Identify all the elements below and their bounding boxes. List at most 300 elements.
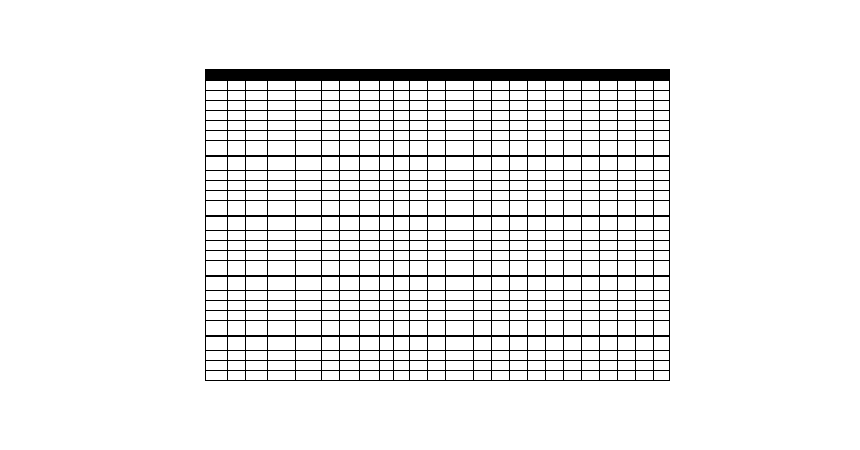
table-cell xyxy=(340,91,360,101)
table-cell xyxy=(340,191,360,201)
table-cell xyxy=(268,121,296,131)
table-cell xyxy=(228,301,246,311)
table-cell xyxy=(546,216,564,231)
table-cell xyxy=(474,101,492,111)
table-cell xyxy=(528,101,546,111)
table-cell xyxy=(340,231,360,241)
table-cell xyxy=(446,191,474,201)
table-cell xyxy=(546,371,564,381)
table-cell xyxy=(618,361,636,371)
table-cell xyxy=(474,81,492,91)
table-cell xyxy=(654,121,670,131)
table-cell xyxy=(228,171,246,181)
table-cell xyxy=(564,351,582,361)
table-cell xyxy=(654,171,670,181)
table-cell xyxy=(380,156,394,171)
table-cell xyxy=(528,81,546,91)
table-cell xyxy=(564,321,582,336)
table-cell xyxy=(394,121,410,131)
table-cell xyxy=(380,311,394,321)
table-cell xyxy=(428,231,446,241)
table-cell xyxy=(428,81,446,91)
table-cell xyxy=(322,156,340,171)
table-cell xyxy=(600,101,618,111)
table-cell xyxy=(510,371,528,381)
table-cell xyxy=(510,231,528,241)
table-cell xyxy=(564,231,582,241)
table-cell xyxy=(394,321,410,336)
table-cell xyxy=(428,371,446,381)
table-cell xyxy=(546,156,564,171)
table-cell xyxy=(394,251,410,261)
table-cell xyxy=(564,131,582,141)
table-cell xyxy=(228,371,246,381)
table-cell xyxy=(360,181,380,191)
table-cell xyxy=(206,81,228,91)
table-cell xyxy=(228,131,246,141)
table-cell xyxy=(268,81,296,91)
table-cell xyxy=(618,291,636,301)
column-header xyxy=(510,70,528,81)
table-cell xyxy=(380,261,394,276)
table-cell xyxy=(340,101,360,111)
table-cell xyxy=(636,201,654,216)
table-cell xyxy=(296,101,322,111)
column-header xyxy=(564,70,582,81)
table-cell xyxy=(474,371,492,381)
table-cell xyxy=(474,301,492,311)
table-cell xyxy=(322,181,340,191)
table-cell xyxy=(268,111,296,121)
table-cell xyxy=(340,336,360,351)
table-cell xyxy=(474,216,492,231)
table-cell xyxy=(268,101,296,111)
table-cell xyxy=(268,231,296,241)
table-cell xyxy=(228,261,246,276)
table-cell xyxy=(268,171,296,181)
table-row xyxy=(206,156,670,171)
table-row xyxy=(206,371,670,381)
table-cell xyxy=(380,121,394,131)
table-cell xyxy=(268,216,296,231)
table-cell xyxy=(492,121,510,131)
table-cell xyxy=(654,141,670,156)
table-cell xyxy=(322,91,340,101)
table-cell xyxy=(322,336,340,351)
table-cell xyxy=(546,231,564,241)
table-cell xyxy=(340,251,360,261)
table-cell xyxy=(654,311,670,321)
table-cell xyxy=(428,291,446,301)
table-cell xyxy=(322,301,340,311)
table-cell xyxy=(246,191,268,201)
table-cell xyxy=(206,181,228,191)
table-cell xyxy=(528,351,546,361)
table-cell xyxy=(428,171,446,181)
table-cell xyxy=(546,336,564,351)
table-cell xyxy=(582,111,600,121)
table-cell xyxy=(410,191,428,201)
table-cell xyxy=(268,351,296,361)
table-cell xyxy=(296,111,322,121)
table-cell xyxy=(246,276,268,291)
table-cell xyxy=(564,311,582,321)
table-cell xyxy=(546,181,564,191)
table-cell xyxy=(228,241,246,251)
table-cell xyxy=(618,251,636,261)
table-cell xyxy=(228,351,246,361)
table-cell xyxy=(600,351,618,361)
table-cell xyxy=(510,91,528,101)
table-cell xyxy=(296,351,322,361)
table-cell xyxy=(474,261,492,276)
table-cell xyxy=(528,251,546,261)
table-cell xyxy=(618,81,636,91)
table-cell xyxy=(564,111,582,121)
table-cell xyxy=(394,171,410,181)
table-cell xyxy=(206,276,228,291)
table-cell xyxy=(492,181,510,191)
table-cell xyxy=(492,241,510,251)
table-cell xyxy=(410,276,428,291)
table-cell xyxy=(474,121,492,131)
table-cell xyxy=(360,141,380,156)
table-cell xyxy=(510,351,528,361)
table-cell xyxy=(246,321,268,336)
table-cell xyxy=(340,121,360,131)
table-cell xyxy=(600,261,618,276)
column-header xyxy=(528,70,546,81)
table-cell xyxy=(206,261,228,276)
table-cell xyxy=(360,91,380,101)
table-cell xyxy=(654,291,670,301)
table-cell xyxy=(492,311,510,321)
table-cell xyxy=(322,291,340,301)
table-cell xyxy=(474,251,492,261)
table-cell xyxy=(410,291,428,301)
table-cell xyxy=(446,156,474,171)
table-cell xyxy=(380,191,394,201)
table-cell xyxy=(564,251,582,261)
table-cell xyxy=(228,181,246,191)
table-cell xyxy=(600,291,618,301)
table-cell xyxy=(654,371,670,381)
table-cell xyxy=(410,321,428,336)
table-cell xyxy=(206,291,228,301)
table-cell xyxy=(268,321,296,336)
table-cell xyxy=(296,231,322,241)
table-cell xyxy=(296,311,322,321)
table-cell xyxy=(380,141,394,156)
table-cell xyxy=(618,231,636,241)
table-cell xyxy=(340,171,360,181)
table-cell xyxy=(380,131,394,141)
table-cell xyxy=(654,91,670,101)
table-cell xyxy=(546,351,564,361)
column-header xyxy=(618,70,636,81)
table-cell xyxy=(296,91,322,101)
table-cell xyxy=(360,81,380,91)
table-cell xyxy=(564,181,582,191)
table-cell xyxy=(296,291,322,301)
table-cell xyxy=(528,171,546,181)
table-cell xyxy=(340,141,360,156)
table-cell xyxy=(582,371,600,381)
table-cell xyxy=(380,216,394,231)
table-cell xyxy=(446,81,474,91)
column-header xyxy=(600,70,618,81)
table-cell xyxy=(600,231,618,241)
table-cell xyxy=(654,276,670,291)
table-cell xyxy=(474,336,492,351)
table-cell xyxy=(360,101,380,111)
table-cell xyxy=(380,251,394,261)
table-cell xyxy=(380,81,394,91)
table-cell xyxy=(246,111,268,121)
table-cell xyxy=(510,301,528,311)
table-cell xyxy=(296,321,322,336)
table-cell xyxy=(492,261,510,276)
table-cell xyxy=(394,91,410,101)
table-cell xyxy=(394,361,410,371)
table-cell xyxy=(380,291,394,301)
table-cell xyxy=(296,276,322,291)
table-cell xyxy=(410,121,428,131)
table-cell xyxy=(510,156,528,171)
table-cell xyxy=(340,181,360,191)
table-row xyxy=(206,191,670,201)
table-cell xyxy=(410,156,428,171)
table-cell xyxy=(546,201,564,216)
table-cell xyxy=(582,91,600,101)
table-cell xyxy=(322,351,340,361)
table-cell xyxy=(228,81,246,91)
table-cell xyxy=(564,276,582,291)
table-cell xyxy=(564,156,582,171)
table-cell xyxy=(360,336,380,351)
table-cell xyxy=(322,216,340,231)
table-cell xyxy=(206,201,228,216)
table-cell xyxy=(510,141,528,156)
table-cell xyxy=(322,191,340,201)
table-cell xyxy=(394,241,410,251)
table-cell xyxy=(446,276,474,291)
table-cell xyxy=(636,231,654,241)
table-cell xyxy=(268,276,296,291)
table-cell xyxy=(228,321,246,336)
table-cell xyxy=(546,241,564,251)
table-cell xyxy=(528,361,546,371)
table-cell xyxy=(268,311,296,321)
table-cell xyxy=(582,191,600,201)
table-cell xyxy=(528,156,546,171)
table-cell xyxy=(360,311,380,321)
table-cell xyxy=(428,351,446,361)
table-cell xyxy=(246,91,268,101)
table-cell xyxy=(340,301,360,311)
table-cell xyxy=(546,141,564,156)
table-cell xyxy=(360,361,380,371)
table-cell xyxy=(582,181,600,191)
table-cell xyxy=(228,121,246,131)
table-cell xyxy=(654,241,670,251)
table-cell xyxy=(510,291,528,301)
table-cell xyxy=(582,351,600,361)
table-cell xyxy=(206,321,228,336)
table-cell xyxy=(380,351,394,361)
table-cell xyxy=(296,301,322,311)
table-cell xyxy=(654,156,670,171)
table-cell xyxy=(618,121,636,131)
table-cell xyxy=(546,101,564,111)
table-cell xyxy=(564,101,582,111)
table-cell xyxy=(474,111,492,121)
table-cell xyxy=(268,201,296,216)
column-header xyxy=(246,70,268,81)
table-cell xyxy=(322,201,340,216)
table-cell xyxy=(654,231,670,241)
table-row xyxy=(206,351,670,361)
table-cell xyxy=(510,251,528,261)
table-cell xyxy=(618,191,636,201)
table-cell xyxy=(582,241,600,251)
table-cell xyxy=(410,231,428,241)
table-cell xyxy=(322,251,340,261)
table-cell xyxy=(510,101,528,111)
table-cell xyxy=(296,371,322,381)
table-cell xyxy=(654,361,670,371)
table-cell xyxy=(360,321,380,336)
table-cell xyxy=(446,131,474,141)
table-cell xyxy=(582,141,600,156)
table-cell xyxy=(564,301,582,311)
table-cell xyxy=(268,291,296,301)
table-cell xyxy=(582,276,600,291)
table-row xyxy=(206,101,670,111)
table-cell xyxy=(360,191,380,201)
table-cell xyxy=(510,311,528,321)
table-cell xyxy=(394,216,410,231)
table-cell xyxy=(394,231,410,241)
table-cell xyxy=(582,291,600,301)
table-cell xyxy=(528,231,546,241)
table-cell xyxy=(360,216,380,231)
table-cell xyxy=(394,156,410,171)
table-cell xyxy=(618,91,636,101)
table-row xyxy=(206,241,670,251)
table-cell xyxy=(340,131,360,141)
table-cell xyxy=(564,81,582,91)
table-cell xyxy=(246,291,268,301)
table-cell xyxy=(268,241,296,251)
table-cell xyxy=(246,311,268,321)
table-cell xyxy=(618,301,636,311)
column-header xyxy=(654,70,670,81)
table-cell xyxy=(428,251,446,261)
column-header xyxy=(394,70,410,81)
table-cell xyxy=(268,131,296,141)
table-cell xyxy=(492,101,510,111)
table-row xyxy=(206,216,670,231)
table-cell xyxy=(474,91,492,101)
table-cell xyxy=(380,241,394,251)
table-row xyxy=(206,321,670,336)
table-cell xyxy=(206,191,228,201)
table-cell xyxy=(600,191,618,201)
table-cell xyxy=(446,336,474,351)
table-cell xyxy=(654,131,670,141)
table-cell xyxy=(654,261,670,276)
table-cell xyxy=(340,201,360,216)
table-cell xyxy=(268,261,296,276)
table-cell xyxy=(268,91,296,101)
table-cell xyxy=(492,131,510,141)
table-cell xyxy=(474,231,492,241)
table-cell xyxy=(636,101,654,111)
table-cell xyxy=(546,361,564,371)
table-cell xyxy=(618,201,636,216)
table-cell xyxy=(582,216,600,231)
table-cell xyxy=(510,276,528,291)
table-cell xyxy=(394,141,410,156)
table-cell xyxy=(600,156,618,171)
column-header xyxy=(206,70,228,81)
table-cell xyxy=(380,336,394,351)
table-cell xyxy=(582,361,600,371)
table-cell xyxy=(206,156,228,171)
table-cell xyxy=(528,241,546,251)
table-cell xyxy=(636,361,654,371)
table-cell xyxy=(268,336,296,351)
table-cell xyxy=(410,131,428,141)
table-cell xyxy=(296,241,322,251)
table-cell xyxy=(380,101,394,111)
table-cell xyxy=(446,301,474,311)
table-cell xyxy=(246,231,268,241)
table-cell xyxy=(394,371,410,381)
table-cell xyxy=(340,81,360,91)
table-cell xyxy=(600,131,618,141)
table-cell xyxy=(510,81,528,91)
table-cell xyxy=(654,216,670,231)
table-cell xyxy=(564,336,582,351)
table-cell xyxy=(340,371,360,381)
table-cell xyxy=(600,301,618,311)
table-cell xyxy=(246,181,268,191)
table-cell xyxy=(528,261,546,276)
table-cell xyxy=(206,91,228,101)
table-cell xyxy=(394,181,410,191)
table-cell xyxy=(446,91,474,101)
table-cell xyxy=(510,111,528,121)
table-cell xyxy=(446,111,474,121)
table-cell xyxy=(228,231,246,241)
table-cell xyxy=(510,336,528,351)
table-cell xyxy=(546,191,564,201)
table-cell xyxy=(474,241,492,251)
table-cell xyxy=(582,301,600,311)
table-cell xyxy=(428,301,446,311)
table-cell xyxy=(636,311,654,321)
table-cell xyxy=(618,261,636,276)
table-cell xyxy=(228,141,246,156)
table-cell xyxy=(428,201,446,216)
table-cell xyxy=(394,111,410,121)
table-cell xyxy=(228,111,246,121)
table-cell xyxy=(206,311,228,321)
column-header xyxy=(340,70,360,81)
table-cell xyxy=(268,156,296,171)
